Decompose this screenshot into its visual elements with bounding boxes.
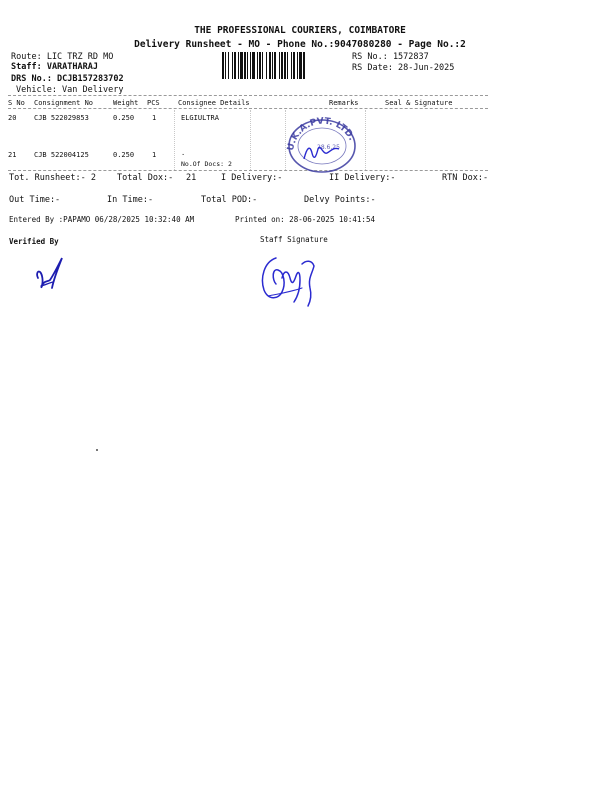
total-dox-label: Total Dox:- <box>117 173 174 183</box>
row-consignee: . <box>181 149 186 157</box>
column-separator <box>250 110 251 170</box>
i-delivery-label: I Delivery:- <box>221 173 283 183</box>
total-dox-value: 21 <box>186 173 197 183</box>
route-text: Route: LIC TRZ RD MO <box>11 52 114 62</box>
delvy-points-label: Delvy Points:- <box>304 195 376 205</box>
col-pcs: PCS <box>147 99 160 107</box>
tot-runsheet-text: Tot. Runsheet:- 2 <box>9 173 96 183</box>
svg-text:U.K.A.PVT. LTD.: U.K.A.PVT. LTD. <box>286 116 357 152</box>
col-weight: Weight <box>113 99 139 107</box>
row-sno: 21 <box>8 151 17 159</box>
column-separator <box>365 110 366 170</box>
col-remarks: Remarks <box>329 99 359 107</box>
row-consignee: ELGIULTRA <box>181 114 219 122</box>
rs-no-text: RS No.: 1572837 <box>352 52 429 62</box>
table-header-rule <box>8 108 488 109</box>
scan-speck <box>96 449 98 451</box>
col-consignee: Consignee Details <box>178 99 250 107</box>
ii-delivery-label: II Delivery:- <box>329 173 396 183</box>
table-bottom-rule <box>8 170 488 171</box>
table-top-rule <box>8 95 488 96</box>
drs-no-text: DRS No.: DCJB157283702 <box>11 74 124 84</box>
out-time-label: Out Time:- <box>9 195 61 205</box>
row-sno: 20 <box>8 114 17 122</box>
entered-by-text: Entered By :PAPAMO 06/28/2025 10:32:40 AM <box>9 215 195 224</box>
company-seal-stamp <box>283 113 363 173</box>
verified-by-signature <box>30 252 70 297</box>
row-pcs: 1 <box>152 151 157 159</box>
col-seal-signature: Seal & Signature <box>385 99 453 107</box>
rs-date-text: RS Date: 28-Jun-2025 <box>352 63 455 73</box>
staff-signature <box>254 248 326 310</box>
row-weight: 0.250 <box>113 114 135 122</box>
row-weight: 0.250 <box>113 151 135 159</box>
row-pcs: 1 <box>152 114 157 122</box>
printed-on-text: Printed on: 28-06-2025 10:41:54 <box>235 215 375 224</box>
svg-text:28.6.25: 28.6.25 <box>317 144 340 151</box>
rtn-dox-label: RTN Dox:- <box>442 173 489 183</box>
column-separator <box>174 110 175 170</box>
row-consignment: CJB 522029853 <box>34 114 89 122</box>
in-time-label: In Time:- <box>107 195 154 205</box>
barcode-image <box>222 52 346 79</box>
total-pod-label: Total POD:- <box>201 195 258 205</box>
verified-by-label: Verified By <box>9 237 59 246</box>
company-title: THE PROFESSIONAL COURIERS, COIMBATORE <box>194 25 406 36</box>
row-consignment: CJB 522004125 <box>34 151 89 159</box>
runsheet-title: Delivery Runsheet - MO - Phone No.:9047080280 - Page No.:2 <box>134 39 466 50</box>
staff-text: Staff: VARATHARAJ <box>11 62 98 72</box>
col-consignment: Consignment No <box>34 99 94 107</box>
col-sno: S No <box>8 99 25 107</box>
no-of-docs-text: No.Of Docs: 2 <box>181 160 232 168</box>
vehicle-text: Vehicle: Van Delivery <box>16 85 124 95</box>
staff-signature-label: Staff Signature <box>260 235 328 244</box>
